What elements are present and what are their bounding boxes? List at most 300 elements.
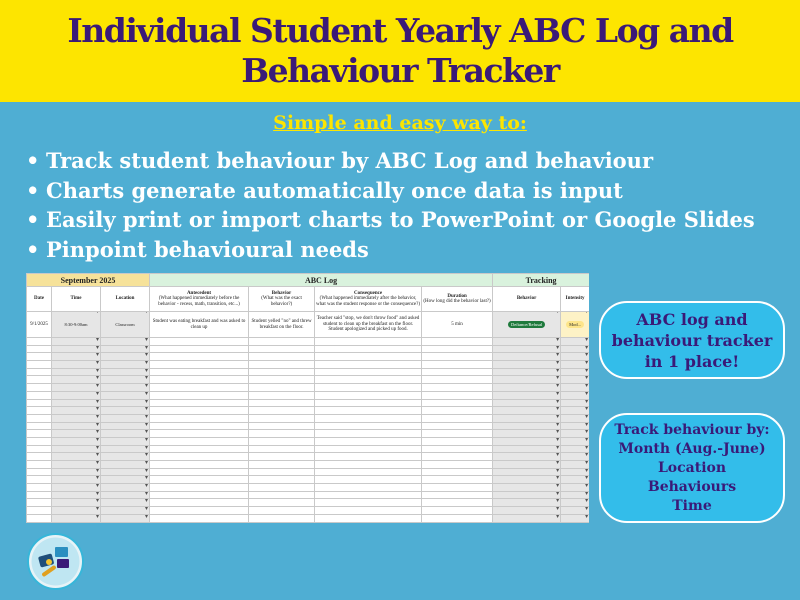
month-header: September 2025 — [27, 274, 150, 287]
dropdown-cell[interactable] — [561, 499, 589, 507]
table-row — [27, 507, 590, 515]
dropdown-cell[interactable] — [561, 514, 589, 522]
table-cell — [315, 484, 422, 492]
column-header-duration: Duration (How long did the behavior last?) — [422, 287, 493, 312]
table-cell — [315, 461, 422, 469]
table-row — [27, 399, 590, 407]
table-cell — [249, 461, 315, 469]
dropdown-cell[interactable] — [52, 476, 101, 484]
dropdown-cell[interactable] — [561, 376, 589, 384]
dropdown-cell[interactable] — [52, 361, 101, 369]
dropdown-cell[interactable] — [52, 522, 101, 523]
location-dropdown[interactable]: Classroom ▾ — [101, 312, 150, 338]
dropdown-cell[interactable] — [493, 368, 561, 376]
dropdown-cell[interactable] — [52, 345, 101, 353]
dropdown-cell[interactable] — [561, 468, 589, 476]
table-cell — [150, 522, 249, 523]
table-cell — [422, 345, 493, 353]
table-row — [27, 368, 590, 376]
dropdown-cell[interactable] — [101, 376, 150, 384]
table-cell — [249, 499, 315, 507]
callout-line: Behaviours — [647, 478, 737, 495]
dropdown-cell[interactable] — [101, 453, 150, 461]
table-cell — [422, 445, 493, 453]
table-row — [27, 491, 590, 499]
table-row — [27, 445, 590, 453]
table-cell — [150, 422, 249, 430]
dropdown-cell[interactable] — [101, 407, 150, 415]
table-row — [27, 361, 590, 369]
bullet-icon: • — [26, 148, 40, 173]
feature-text: Easily print or import charts to PowerPoint or Google Slides — [46, 207, 755, 232]
table-cell — [150, 445, 249, 453]
table-cell — [249, 368, 315, 376]
table-cell — [150, 461, 249, 469]
dropdown-cell[interactable] — [101, 422, 150, 430]
tracking-header: Tracking — [493, 274, 589, 287]
table-cell — [315, 514, 422, 522]
table-cell — [150, 353, 249, 361]
dropdown-cell[interactable] — [493, 376, 561, 384]
dropdown-cell[interactable] — [561, 484, 589, 492]
subtitle: Simple and easy way to: — [273, 112, 527, 134]
column-header-tracking-behavior: Behavior — [493, 287, 561, 312]
dropdown-cell[interactable] — [52, 376, 101, 384]
dropdown-cell[interactable] — [493, 445, 561, 453]
table-cell — [27, 414, 52, 422]
table-cell — [150, 484, 249, 492]
dropdown-cell[interactable] — [561, 391, 589, 399]
dropdown-cell[interactable] — [101, 414, 150, 422]
table-cell — [249, 361, 315, 369]
table-row — [27, 353, 590, 361]
table-cell — [150, 345, 249, 353]
table-cell — [150, 399, 249, 407]
dropdown-cell[interactable] — [493, 338, 561, 346]
table-cell — [249, 514, 315, 522]
table-cell — [422, 391, 493, 399]
table-cell — [315, 499, 422, 507]
bullet-icon: • — [26, 207, 40, 232]
dropdown-cell[interactable] — [101, 499, 150, 507]
table-cell — [422, 422, 493, 430]
table-cell — [150, 476, 249, 484]
table-cell — [150, 468, 249, 476]
table-cell — [422, 468, 493, 476]
dropdown-cell[interactable] — [101, 361, 150, 369]
dropdown-cell[interactable] — [493, 437, 561, 445]
table-cell — [150, 338, 249, 346]
dropdown-cell[interactable] — [101, 391, 150, 399]
abc-log-spreadsheet-preview — [26, 273, 589, 523]
dropdown-cell[interactable] — [561, 422, 589, 430]
table-cell — [315, 491, 422, 499]
table-cell — [422, 514, 493, 522]
dropdown-cell[interactable] — [101, 345, 150, 353]
dropdown-cell[interactable] — [52, 484, 101, 492]
dropdown-cell[interactable] — [493, 384, 561, 392]
dropdown-cell[interactable] — [52, 384, 101, 392]
table-cell — [422, 499, 493, 507]
dropdown-cell[interactable] — [493, 522, 561, 523]
intensity-dropdown[interactable]: Mod... ▾ — [561, 312, 589, 338]
table-cell — [315, 507, 422, 515]
table-row — [27, 345, 590, 353]
callout-line: ABC log and — [636, 309, 748, 329]
table-cell — [249, 491, 315, 499]
column-header-antecedent: Antecedent (What happened immediately before the behavior - recess, math, transition, etc...) — [150, 287, 249, 312]
dropdown-cell[interactable] — [101, 437, 150, 445]
table-cell — [315, 453, 422, 461]
dropdown-cell[interactable] — [52, 407, 101, 415]
table-cell — [249, 437, 315, 445]
table-cell — [150, 430, 249, 438]
dropdown-cell[interactable] — [493, 361, 561, 369]
dropdown-cell[interactable] — [493, 453, 561, 461]
table-row — [27, 453, 590, 461]
table-cell — [315, 338, 422, 346]
callout-line: Time — [672, 497, 712, 514]
dropdown-cell[interactable] — [52, 491, 101, 499]
table-cell — [150, 499, 249, 507]
dropdown-cell[interactable] — [101, 445, 150, 453]
table-cell — [249, 445, 315, 453]
table-cell — [249, 376, 315, 384]
dropdown-cell[interactable] — [101, 430, 150, 438]
table-cell — [27, 445, 52, 453]
dropdown-cell[interactable] — [493, 422, 561, 430]
table-cell — [249, 345, 315, 353]
table-cell — [315, 399, 422, 407]
table-cell — [27, 384, 52, 392]
bullet-icon: • — [26, 177, 40, 203]
table-cell — [249, 484, 315, 492]
table-cell — [27, 507, 52, 515]
table-cell — [150, 514, 249, 522]
table-cell — [249, 453, 315, 461]
dropdown-cell[interactable] — [493, 461, 561, 469]
table-cell — [422, 368, 493, 376]
dropdown-cell[interactable] — [52, 437, 101, 445]
column-header-behavior: Behavior (What was the exact behavior?) — [249, 287, 315, 312]
table-cell — [27, 430, 52, 438]
dropdown-cell[interactable] — [561, 407, 589, 415]
table-cell — [422, 384, 493, 392]
callout-line: Location — [657, 459, 727, 476]
table-cell — [315, 345, 422, 353]
dropdown-cell[interactable] — [561, 445, 589, 453]
bullet-icon: • — [26, 236, 40, 262]
dropdown-cell[interactable] — [561, 461, 589, 469]
table-cell — [249, 384, 315, 392]
brand-logo — [27, 533, 84, 590]
table-cell — [315, 407, 422, 415]
table-cell — [249, 468, 315, 476]
table-cell — [315, 414, 422, 422]
dropdown-cell[interactable] — [52, 353, 101, 361]
feature-item — [26, 176, 796, 206]
table-cell — [27, 476, 52, 484]
table-cell — [315, 384, 422, 392]
table-row — [27, 484, 590, 492]
table-cell — [422, 491, 493, 499]
table-row — [27, 461, 590, 469]
column-header-intensity: Intensity — [561, 287, 589, 312]
abc-log-header: ABC Log — [150, 274, 493, 287]
dropdown-cell[interactable] — [101, 491, 150, 499]
title-banner — [0, 0, 800, 102]
table-row — [27, 384, 590, 392]
table-cell — [27, 376, 52, 384]
column-header-time: Time — [52, 287, 101, 312]
table-cell — [315, 445, 422, 453]
table-cell — [150, 384, 249, 392]
table-cell — [27, 484, 52, 492]
dropdown-cell[interactable] — [101, 368, 150, 376]
callout-line: Month (Aug.-June) — [618, 440, 766, 457]
dropdown-cell[interactable] — [52, 414, 101, 422]
table-cell — [315, 361, 422, 369]
dropdown-cell[interactable] — [493, 414, 561, 422]
table-cell — [27, 514, 52, 522]
feature-item — [26, 235, 796, 265]
table-cell — [315, 376, 422, 384]
column-header-location: Location — [101, 287, 150, 312]
callout-line: behaviour tracker — [611, 330, 773, 350]
table-cell — [150, 361, 249, 369]
feature-item — [26, 146, 796, 176]
table-row — [27, 522, 590, 523]
dropdown-cell[interactable] — [52, 430, 101, 438]
column-header-consequence: Consequence (What happened immediately after the behavior, what was the student response or the consequence?) — [315, 287, 422, 312]
cell-date: 9/1/2025 — [27, 312, 52, 338]
table-cell — [27, 407, 52, 415]
table-row — [27, 391, 590, 399]
table-cell — [27, 522, 52, 523]
table-cell — [27, 353, 52, 361]
dropdown-cell[interactable] — [493, 484, 561, 492]
table-cell — [150, 376, 249, 384]
callout-all-in-one — [599, 301, 785, 379]
table-cell — [249, 353, 315, 361]
dropdown-cell[interactable] — [561, 399, 589, 407]
cell-antecedent: Student was eating breakfast and was asked to clean up — [150, 312, 249, 338]
table-cell — [422, 399, 493, 407]
table-cell — [27, 453, 52, 461]
dropdown-cell[interactable] — [561, 453, 589, 461]
table-cell — [150, 453, 249, 461]
column-header-date: Date — [27, 287, 52, 312]
table-row — [27, 407, 590, 415]
table-cell — [315, 422, 422, 430]
table-cell — [27, 422, 52, 430]
dropdown-cell[interactable] — [493, 476, 561, 484]
table-cell — [249, 414, 315, 422]
dropdown-cell[interactable] — [52, 391, 101, 399]
behavior-dropdown[interactable]: Defiance/Refusal ▾ — [493, 312, 561, 338]
dropdown-cell[interactable] — [52, 514, 101, 522]
dropdown-cell[interactable] — [101, 384, 150, 392]
table-cell — [422, 361, 493, 369]
table-cell — [150, 414, 249, 422]
table-cell — [27, 345, 52, 353]
dropdown-cell[interactable] — [493, 514, 561, 522]
table-cell — [27, 391, 52, 399]
dropdown-cell[interactable] — [561, 414, 589, 422]
table-cell — [315, 437, 422, 445]
dropdown-cell[interactable] — [52, 461, 101, 469]
table-cell — [315, 522, 422, 523]
callout-track-by — [599, 413, 785, 523]
dropdown-cell[interactable] — [493, 491, 561, 499]
table-cell — [249, 430, 315, 438]
abc-log-table — [26, 273, 589, 523]
dropdown-cell[interactable] — [101, 338, 150, 346]
dropdown-cell[interactable] — [561, 353, 589, 361]
dropdown-cell[interactable] — [52, 507, 101, 515]
dropdown-cell[interactable] — [493, 507, 561, 515]
dropdown-cell[interactable] — [101, 514, 150, 522]
dropdown-cell[interactable] — [561, 338, 589, 346]
dropdown-cell[interactable] — [101, 468, 150, 476]
table-cell — [422, 353, 493, 361]
dropdown-cell[interactable] — [493, 468, 561, 476]
dropdown-cell[interactable] — [561, 522, 589, 523]
cell-consequence: Teacher said "stop, we don't throw food" and asked student to clean up the breakfast on the floor. Student apologized and picked up food. — [315, 312, 422, 338]
table-row — [27, 437, 590, 445]
dropdown-cell[interactable] — [52, 368, 101, 376]
dropdown-cell[interactable] — [101, 461, 150, 469]
feature-item — [26, 205, 796, 235]
dropdown-cell[interactable] — [493, 407, 561, 415]
table-cell — [315, 430, 422, 438]
table-row — [27, 430, 590, 438]
brand-logo-icon — [29, 535, 82, 588]
table-row — [27, 376, 590, 384]
table-cell — [422, 484, 493, 492]
dropdown-cell[interactable] — [101, 476, 150, 484]
table-cell — [27, 461, 52, 469]
table-cell — [315, 476, 422, 484]
table-cell — [27, 338, 52, 346]
table-cell — [150, 407, 249, 415]
table-cell — [249, 422, 315, 430]
dropdown-cell[interactable] — [101, 484, 150, 492]
table-row — [27, 422, 590, 430]
dropdown-cell[interactable] — [493, 391, 561, 399]
dropdown-cell[interactable] — [52, 468, 101, 476]
dropdown-cell[interactable] — [52, 338, 101, 346]
table-cell — [249, 338, 315, 346]
table-cell — [249, 391, 315, 399]
dropdown-cell[interactable] — [101, 399, 150, 407]
table-cell — [249, 507, 315, 515]
table-cell — [150, 437, 249, 445]
table-cell — [315, 391, 422, 399]
table-row — [27, 414, 590, 422]
dropdown-cell[interactable] — [52, 399, 101, 407]
table-cell — [27, 437, 52, 445]
table-cell — [422, 430, 493, 438]
dropdown-cell[interactable] — [561, 437, 589, 445]
dropdown-cell[interactable] — [493, 399, 561, 407]
dropdown-cell[interactable] — [561, 507, 589, 515]
table-cell — [249, 522, 315, 523]
dropdown-cell[interactable] — [561, 491, 589, 499]
time-dropdown[interactable]: 8:30-9:00am ▾ — [52, 312, 101, 338]
callout-line: Track behaviour by: — [614, 421, 770, 438]
table-cell — [315, 368, 422, 376]
table-row — [27, 476, 590, 484]
dropdown-cell[interactable] — [493, 499, 561, 507]
dropdown-cell[interactable] — [101, 353, 150, 361]
table-row — [27, 468, 590, 476]
table-cell — [27, 491, 52, 499]
table-cell — [27, 368, 52, 376]
dropdown-cell[interactable] — [101, 522, 150, 523]
table-cell — [249, 399, 315, 407]
table-cell — [422, 476, 493, 484]
dropdown-cell[interactable] — [101, 507, 150, 515]
dropdown-cell[interactable] — [561, 476, 589, 484]
table-cell — [150, 491, 249, 499]
dropdown-cell[interactable] — [52, 499, 101, 507]
table-cell — [150, 368, 249, 376]
table-cell — [249, 407, 315, 415]
table-cell — [422, 338, 493, 346]
feature-text: Pinpoint behavioural needs — [46, 236, 369, 262]
table-cell — [422, 522, 493, 523]
dropdown-cell[interactable] — [52, 445, 101, 453]
feature-list — [26, 146, 796, 264]
table-cell — [422, 407, 493, 415]
dropdown-cell[interactable] — [561, 430, 589, 438]
table-cell — [422, 437, 493, 445]
feature-text: Track student behaviour by ABC Log and behaviour — [46, 148, 654, 173]
dropdown-cell[interactable] — [493, 345, 561, 353]
table-cell — [27, 468, 52, 476]
table-cell — [249, 476, 315, 484]
dropdown-cell[interactable] — [52, 422, 101, 430]
table-row — [27, 499, 590, 507]
feature-text: Charts generate automatically once data is input — [46, 177, 623, 203]
table-row — [27, 312, 590, 338]
table-cell — [422, 376, 493, 384]
dropdown-cell[interactable] — [561, 345, 589, 353]
callout-line: in 1 place! — [644, 351, 740, 371]
dropdown-cell[interactable] — [561, 368, 589, 376]
dropdown-cell[interactable] — [493, 353, 561, 361]
table-cell — [27, 361, 52, 369]
table-cell — [422, 507, 493, 515]
page-title: Individual Student Yearly ABC Log and Behaviour Tracker — [67, 11, 733, 90]
table-cell — [27, 399, 52, 407]
table-cell — [27, 499, 52, 507]
table-cell — [150, 391, 249, 399]
dropdown-cell[interactable] — [493, 430, 561, 438]
table-cell — [315, 353, 422, 361]
dropdown-cell[interactable] — [52, 453, 101, 461]
table-row — [27, 338, 590, 346]
dropdown-cell[interactable] — [561, 361, 589, 369]
cell-behavior: Student yelled "no" and threw breakfast on the floor. — [249, 312, 315, 338]
table-cell — [315, 468, 422, 476]
table-cell — [422, 461, 493, 469]
cell-duration: 5 min — [422, 312, 493, 338]
table-row — [27, 514, 590, 522]
table-cell — [150, 507, 249, 515]
dropdown-cell[interactable] — [561, 384, 589, 392]
